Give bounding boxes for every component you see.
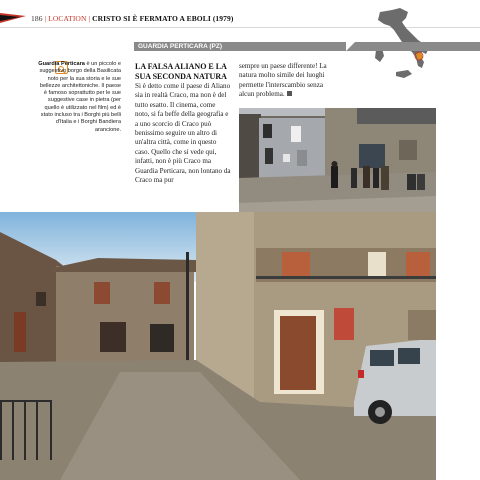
article-body-column-2 [239,62,339,100]
sidebar-text: è un piccolo e suggestivo borgo della Basilicata noto per la sua storia e le sue bellezze architettoniche. Il paese è famoso soprattutto per le sue suggestive case in pietra (per quello è utilizzato nel film) ed è stato incluso tra i Borghi più belli d'Italia e i Borghi Bandiera arancione. [39,61,121,133]
end-of-article-mark [287,91,292,96]
village-street-photo [0,212,436,480]
running-header: 186 | LOCATION | CRISTO SI È FERMATO A EBOLI (1979) [31,14,234,23]
section-name: LOCATION [48,14,87,23]
chapter-title: CRISTO SI È FERMATO A EBOLI (1979) [92,14,234,23]
article-body-column-2-text: sempre un paese differente! La natura molto simile dei luoghi permette l'interscambio senza alcun problema. [239,62,327,99]
page-number: 186 [31,14,43,23]
article-body-column-1: Si è detto come il paese di Aliano sia in realtà Craco, ma non è del tutto esatto. Il cinema, come noto, si fa beffe della geografia e a uno scorcio di Craco può benissimo seguire un altro di un'altra città, come in questo caso. Quello che si vede qui, infatti, non è più Craco ma Guardia Perticara, non lontano da Craco ma pur [135,82,231,185]
article-title: LA FALSA ALIANO E LA SUA SECONDA NATURA [135,62,227,81]
header-logo-mark [0,13,28,23]
section-band-notch [346,42,355,51]
sidebar-title: Guardia Perticara [38,61,85,67]
location-label: GUARDIA PERTICARA (PZ) [138,43,223,50]
sidebar-box [36,61,121,134]
